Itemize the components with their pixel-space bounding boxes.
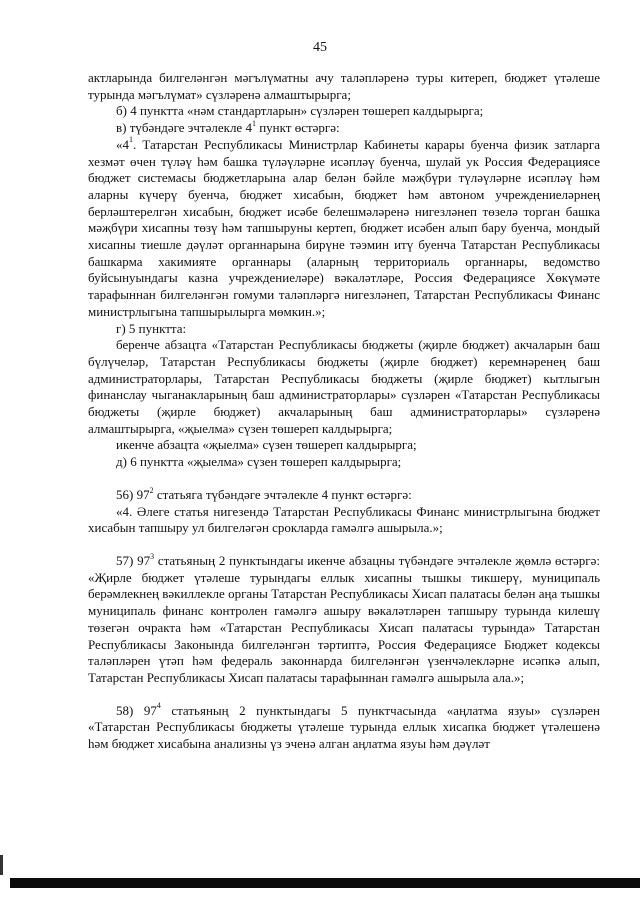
document-body xyxy=(88,70,600,753)
paragraph-second-abzats: икенче абзацта «җыелма» сүзен төшереп калдырырга; xyxy=(116,437,417,453)
paragraph-point-4-1: «$4^1$. Татарстан Республикасы Министрлар Кабинеты карары буенча физик затларга хезмәт өчен түләү һәм башка түләүләрне исәпләү буенча, шулай ук Россия Федерациясе бюджет системасы бюджетларына алар белән бәйле мәҗбүри түләүләрне исәпләү һәм аларны күчерү буенча, бюджет хисабын, бюджет һәм автоном учреждениеләрнең берләштерелгән хисабын, бюджет исәбе белешмәләренә нигезләнеп төзелә торган башка мәҗбүри хисапны төзү һәм тапшыруны кертеп, бюджет исәбен алып бару буенча, мондый хисапны тиешле дәүләт органнарына бирүне тәэмин итү буенча Татарстан Республикасы башкарма хакимияте органнары (аларның территориаль органнары, ведомство буйсынуындагы казна учреждениеләре) вәкаләтләре, Россия Федерациясе Хөкүмәте тарафыннан билгеләнгән гомуми таләпләргә нигезләнеп, Татарстан Республикасы Финанс министрлыгына тапшырылырга мөмкин.»; xyxy=(88,135,600,319)
paragraph-item-b: б) 4 пунктта «нәм стандартларын» сүзләрен төшереп калдырырга; xyxy=(116,103,484,119)
paragraph-point-4: «4. Әлеге статья нигезендә Татарстан Республикасы Финанс министрлыгына бюджет хисабын тапшыру ул билгеләгән срокларда гамәлгә ашырыла.»; xyxy=(88,503,600,536)
scan-bottom-band xyxy=(10,878,640,888)
superscript: 3 xyxy=(150,551,155,561)
scan-edge-mark xyxy=(0,855,3,875)
paragraph-continuation: актларында билгеләнгән мәгълүматны ачу таләпләренә туры китереп, бюджет үтәлеше турында мәгълүмат» сүзләренә алмаштырырга; xyxy=(88,70,600,102)
paragraph-56: 56) $97^2$ статьяга түбәндәге эчтәлекле 4 пункт өстәргә: xyxy=(116,485,412,502)
superscript: 1 xyxy=(251,118,256,128)
page-number: 45 xyxy=(313,40,327,55)
paragraph-item-d: д) 6 пунктта «җыелма» сүзен төшереп калдырырга; xyxy=(116,454,402,470)
superscript: 1 xyxy=(129,135,133,145)
paragraph-first-abzats: беренче абзацта «Татарстан Республикасы бюджеты (җирле бюджет) акчаларын баш бүлүчеләр, Татарстан Республикасы бюджеты (җирле бюджет) керемнәренең баш администраторлары, Татарстан Республикасы бюджеты (җирле бюджет) кытлыгын финанслау чыганакларының баш администраторлары» сүзләрен «Татарстан Республикасы бюджеты (җирле бюджет) акчаларының баш администраторлары» сүзләренә алмаштырырга, «җыелма» сүзен төшереп калдырырга; xyxy=(88,337,600,436)
paragraph-item-g: г) 5 пунктта: xyxy=(116,320,187,336)
superscript: 2 xyxy=(149,485,154,495)
paragraph-item-v: в) түбәндәге эчтәлекле $4^1$ пункт өстәргә: xyxy=(116,118,340,136)
paragraph-57: 57) $97^3$ статьяның 2 пунктындагы икенче абзацны түбәндәге эчтәлекле җөмлә өстәргә: «Җирле бюджет үтәлеше турындагы еллык хисапны тышкы тикшерү, муниципаль берәмлекнең вәкиллекле органы Татарстан Республикасы Хисап палатасы белән аңа тышкы муниципаль финанс контролен гамәлгә ашыру вәкаләтләрен тапшыру турында килешү төзегән очракта һәм «Татарстан Республикасы Хисап палатасы турында» Татарстан Республикасы Законында билгеләнгән тәртиптә, Россия Федерациясе Бюджет кодексы таләпләрен үтәп һәм федераль законнарда билгеләнгән үзенчәлекләрне исәпкә алып, Татарстан Республикасы Хисап палатасы тарафыннан гамәлгә ашырыла ала.»; xyxy=(88,551,600,685)
paragraph-58: 58) $97^4$ статьяның 2 пунктындагы 5 пунктчасында «аңлатма язуы» сүзләрен «Татарстан Республикасы бюджеты үтәлеше турында еллык хисапка бюджет үтәлешенә һәм бюджет хисабына анализны үз эченә алган аңлатма язуы һәм дәүләт xyxy=(88,701,600,752)
superscript: 4 xyxy=(156,701,161,711)
